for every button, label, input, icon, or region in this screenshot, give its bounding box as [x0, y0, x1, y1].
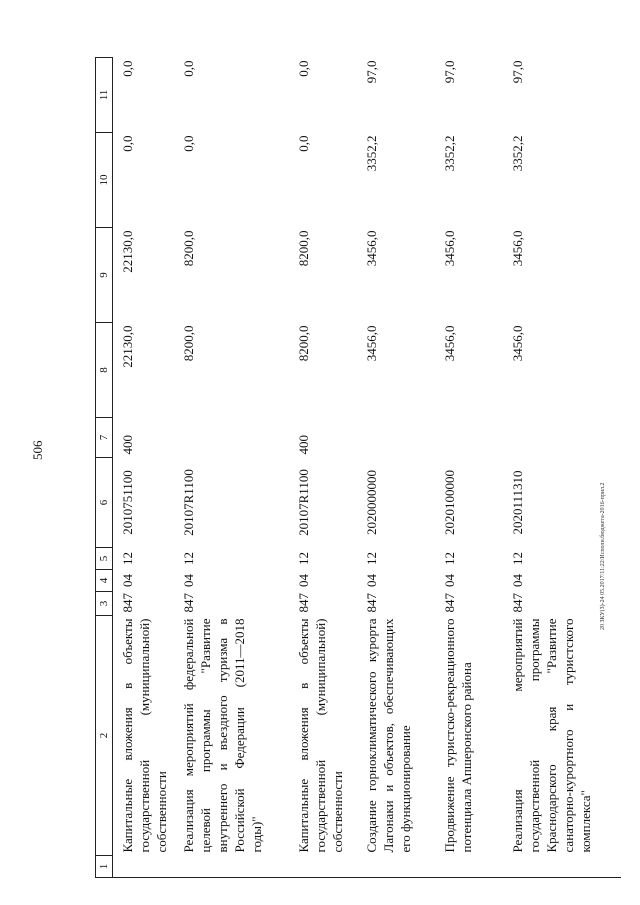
row-cell-11: 97,0: [510, 60, 525, 84]
row-cell-4: 04: [364, 574, 379, 587]
table-header-row: [96, 58, 113, 878]
row-cell-5: 12: [181, 552, 196, 565]
row-cell-6: 2010751100: [120, 470, 135, 535]
row-name: Капитальные вложения в объекты государственной (муниципальной) собственности: [296, 618, 345, 853]
table-row: [174, 58, 289, 878]
column-header: 1: [96, 856, 113, 878]
row-cell-1: [113, 856, 175, 878]
row-cell-11: 97,0: [442, 60, 457, 84]
column-header: 3: [96, 592, 113, 616]
row-cell-11: 0,0: [181, 60, 196, 77]
row-cell-10: 0,0: [296, 135, 311, 152]
row-cell-5: 12: [296, 552, 311, 565]
row-name: Капитальные вложения в объекты государственной (муниципальной) собственности: [120, 618, 169, 853]
row-cell-6: 20107R1100: [296, 469, 311, 536]
column-header: 6: [96, 458, 113, 548]
table-row: [289, 58, 357, 878]
column-header: 9: [96, 228, 113, 323]
row-cell-11: 0,0: [296, 60, 311, 77]
row-cell-7: 400: [296, 435, 311, 455]
column-header: 5: [96, 548, 113, 570]
row-cell-7: [503, 418, 621, 458]
row-cell-9: 22130,0: [120, 230, 135, 273]
row-cell-1: [289, 856, 357, 878]
table-row: [435, 58, 503, 878]
row-cell-10: 0,0: [181, 135, 196, 152]
table-row: [503, 58, 621, 878]
row-cell-9: 8200,0: [181, 230, 196, 267]
row-cell-10: 0,0: [120, 135, 135, 152]
row-cell-10: 3352,2: [442, 135, 457, 172]
row-cell-7: [357, 418, 435, 458]
row-name: Реализация мероприятий федеральной целевой программы "Развитие внутреннего и въездного туризма в Российской Федерации (2011—2018 годы)": [181, 618, 264, 853]
row-cell-3: 847: [442, 593, 457, 613]
row-cell-8: 8200,0: [181, 325, 196, 362]
row-cell-9: 3456,0: [364, 230, 379, 267]
row-cell-3: 847: [364, 593, 379, 613]
row-cell-5: 12: [364, 552, 379, 565]
row-cell-1: [435, 856, 503, 878]
rotated-table-container: [95, 58, 620, 878]
row-cell-6: 2020111310: [510, 470, 525, 535]
row-cell-3: 847: [181, 593, 196, 613]
row-cell-9: 8200,0: [296, 230, 311, 267]
row-cell-6: 2020000000: [364, 470, 379, 535]
row-cell-4: 04: [181, 574, 196, 587]
row-name: Создание горноклиматического курорта Лагонаки и объектов, обеспечивающих его функционирование: [364, 618, 413, 853]
row-cell-8: 3456,0: [510, 325, 525, 362]
row-cell-7: 400: [120, 435, 135, 455]
row-cell-10: 3352,2: [364, 135, 379, 172]
column-header: 8: [96, 323, 113, 418]
table-row: [357, 58, 435, 878]
row-cell-11: 0,0: [120, 60, 135, 77]
row-cell-8: 3456,0: [442, 325, 457, 362]
row-name: Продвижение туристско-рекреационного потенциала Апшеронского района: [442, 618, 474, 853]
row-cell-4: 04: [442, 574, 457, 587]
column-header: 10: [96, 133, 113, 228]
column-header: 4: [96, 570, 113, 592]
budget-table: [95, 57, 621, 878]
page-number: 506: [30, 440, 45, 460]
row-cell-4: 04: [296, 574, 311, 587]
column-header: 7: [96, 418, 113, 458]
row-cell-4: 04: [120, 574, 135, 587]
row-cell-8: 3456,0: [364, 325, 379, 362]
row-cell-6: 2020100000: [442, 470, 457, 535]
row-cell-9: 3456,0: [442, 230, 457, 267]
row-cell-4: 04: [510, 574, 525, 587]
row-cell-1: [503, 856, 621, 878]
row-cell-7: [435, 418, 503, 458]
row-cell-8: 22130,0: [120, 325, 135, 368]
table-row: [113, 58, 175, 878]
row-cell-5: 12: [120, 552, 135, 565]
row-cell-10: 3352,2: [510, 135, 525, 172]
column-header: 2: [96, 616, 113, 856]
row-cell-1: [357, 856, 435, 878]
row-cell-3: 847: [296, 593, 311, 613]
row-cell-6: 20107R1100: [181, 469, 196, 536]
row-cell-3: 847: [510, 593, 525, 613]
column-header: 11: [96, 58, 113, 133]
row-cell-3: 847: [120, 593, 135, 613]
row-cell-5: 12: [510, 552, 525, 565]
footer-stamp: 20 ЗКУ(З)-24 05.2017/11:22/Исполн.бюджета-2016-прил.2: [600, 482, 606, 630]
row-cell-11: 97,0: [364, 60, 379, 84]
row-cell-9: 3456,0: [510, 230, 525, 267]
row-cell-1: [174, 856, 289, 878]
row-cell-7: [174, 418, 289, 458]
row-cell-5: 12: [442, 552, 457, 565]
row-cell-8: 8200,0: [296, 325, 311, 362]
row-name: Реализация мероприятий государственной программы Краснодарского края "Развитие санаторно-курортного и туристского комплекса": [510, 618, 593, 853]
